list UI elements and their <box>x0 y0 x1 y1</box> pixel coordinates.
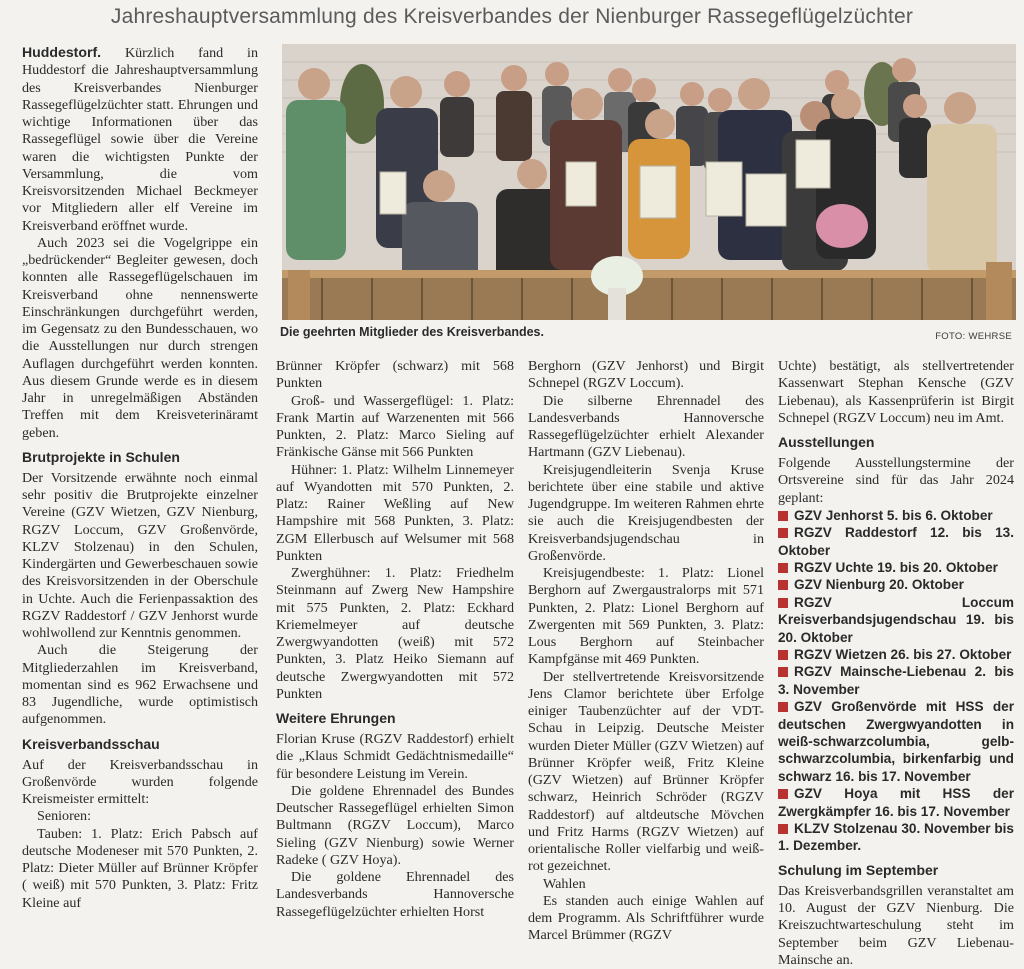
subheading-kreisverbandsschau: Kreisverbandsschau <box>22 735 160 752</box>
exhibition-item <box>778 559 1014 576</box>
exhibition-item <box>778 663 1014 698</box>
paragraph: Uchte) bestätigt, als stellvertretender Kassenwart Stephan Kensche (GZV Liebenau), als Kassenprüferin ist Birgit Schnepel (RGZV Loccum) neu im Amt. <box>778 358 1014 426</box>
exhibition-text: RGZV Raddestorf 12. bis 13. Oktober <box>778 525 1014 558</box>
photo-credit: FOTO: WEHRSE <box>935 331 1012 342</box>
exhibition-text: KLZV Stolzenau 30. November bis 1. Dezember. <box>778 821 1014 854</box>
exhibition-text: RGZV Uchte 19. bis 20. Oktober <box>794 559 998 575</box>
exhibition-item <box>778 524 1014 559</box>
exhibition-text: GZV Großenvörde mit HSS der deutschen Zwergwyandotten in weiß-schwarzcolumbia, gelb-schwarzcolumbia, birkenfarbig und schwarz 16. bis 17. November <box>778 699 1014 784</box>
subheading-ausstellungen: Ausstellungen <box>778 434 875 450</box>
paragraph: Senioren: <box>37 808 92 825</box>
paragraph: Folgende Ausstellungstermine der Ortsvereine sind für das Jahr 2024 geplant: <box>778 455 1014 506</box>
subheading-schulung: Schulung im September <box>778 861 939 878</box>
square-bullet-icon <box>778 702 788 712</box>
exhibition-text: RGZV Loccum Kreisverbandsjugendschau 19. bis 20. Oktober <box>778 594 1014 645</box>
paragraph: Kreisjugendbeste: 1. Platz: Lionel Berghorn auf Zwergaustralorps mit 571 Punkten, 2. Platz: Lionel Berghorn auf Zwergenten mit 569 Punkten, 3. Platz: Lous Berghorn auf Steinbacher Kampfgänse mit 469 Punkten. <box>528 565 764 668</box>
exhibition-item <box>778 507 1014 524</box>
paragraph: Auch 2023 sei die Vogelgrippe ein „bedrückender“ Begleiter gewesen, doch konnten alle Rassegeflügelschauen im Kreisverband ohne nennenswerte Einschränkungen durchgeführt werden, im Gegensatz zu den Bundesschauen, wo die Ausstellungen nur durch strengen Auflagen durchgeführt werden konnten. Aus diesem Grunde werde es in diesem Jahr in unregelmäßigen Abständen Treffen mit dem Kreisveterinäramt geben. <box>22 234 258 441</box>
paragraph: Der stellvertretende Kreisvorsitzende Jens Clamor berichtete über Erfolge einiger Taubenzüchter auf der VDT-Schau in Leipzig. Deutsche Meister wurden Dieter Müller (GZV Wietzen) auf Brünner Kröpfer weiß, Fritz Kleine (GZV Wietzen) auf Brünner Kröpfer schwarz, Heinrich Schröder (RGZV Raddestorf) auf altdeutsche Mövchen und Fritz Harms (RGZV Wietzen) auf orientalische Roller vielfarbig und weiß-rot gezeichnet. <box>528 668 764 875</box>
exhibition-text: RGZV Mainsche-Liebenau 2. bis 3. November <box>778 664 1014 697</box>
exhibition-list <box>778 507 1014 855</box>
paragraph: Die silberne Ehrennadel des Landesverbands Hannoversche Rassegeflügelzüchter erhielt Alexander Hartmann (GZV Liebenau). <box>528 392 764 461</box>
article-column-1 <box>22 44 258 949</box>
paragraph: Florian Kruse (RGZV Raddestorf) erhielt die „Klaus Schmidt Gedächtnismedaille“ für besondere Leistung im Verein. <box>276 731 514 782</box>
exhibition-item <box>778 785 1014 820</box>
exhibition-item <box>778 576 1014 593</box>
article-column-2 <box>276 358 514 949</box>
paragraph: Wahlen <box>543 875 586 892</box>
square-bullet-icon <box>778 598 788 608</box>
square-bullet-icon <box>778 528 788 538</box>
subheading-weitere-ehrungen: Weitere Ehrungen <box>276 710 396 726</box>
exhibition-text: GZV Jenhorst 5. bis 6. Oktober <box>794 507 993 523</box>
paragraph: Berghorn (GZV Jenhorst) und Birgit Schnepel (RGZV Loccum). <box>528 358 764 392</box>
square-bullet-icon <box>778 667 788 677</box>
square-bullet-icon <box>778 650 788 660</box>
paragraph: Hühner: 1. Platz: Wilhelm Linnemeyer auf Wyandotten mit 570 Punkten, 2. Platz: Rainer Weßling auf New Hampshire mit 568 Punkten, 3. Platz: ZGM Ellerbusch auf Welsumer mit 568 Punkten <box>276 461 514 564</box>
exhibition-item <box>778 594 1014 646</box>
square-bullet-icon <box>778 563 788 573</box>
exhibition-item <box>778 698 1014 785</box>
square-bullet-icon <box>778 824 788 834</box>
lead-text: Kürzlich fand in Huddestorf die Jahreshauptversammlung des Kreisverbandes Nienburger Rassegeflügelzüchter statt. Ehrungen und wichtige Informationen über das Rassegeflügel sowie über die Vereine waren die wichtigsten Punkte der Versammlung, die vom Kreisvorsitzenden Michael Beckmeyer vor Mitgliedern aller elf Vereine im Kreisverband eröffnet wurde. <box>22 45 258 234</box>
lead-paragraph <box>22 44 258 235</box>
paragraph: Brünner Kröpfer (schwarz) mit 568 Punkten <box>276 358 514 392</box>
group-photo-image <box>282 44 1016 320</box>
photo-caption: Die geehrten Mitglieder des Kreisverbandes. <box>280 325 544 339</box>
paragraph: Der Vorsitzende erwähnte noch einmal sehr positiv die Brutprojekte einzelner Vereine (GZV Wietzen, GZV Nienburg, RGZV Loccum, GZV Großenvörde, KLZV Stolzenau) in den Schulen, Kindergärten und Gewerbeschauen sowie des Kreisvorsitzenden in der Oberschule in Uchte. Auch die Ferienpassaktion des RGZV Raddestorf / GZV Jenhorst wurde wohlwollend zur Kenntnis genommen. <box>22 469 258 641</box>
paragraph: Die goldene Ehrennadel des Landesverbands Hannoversche Rassegeflügelzüchter erhielten Horst <box>276 869 514 920</box>
paragraph: Auch die Steigerung der Mitgliederzahlen im Kreisverband, momentan sind es 962 Erwachsene und 83 Jugendliche, wurde optimistisch aufgenommen. <box>22 642 258 728</box>
article-column-3 <box>528 358 764 949</box>
paragraph: Groß- und Wassergeflügel: 1. Platz: Frank Martin auf Warzenenten mit 566 Punkten, 2. Platz: Marco Sieling auf Fränkische Gänse mit 566 Punkten <box>276 392 514 461</box>
subheading-brutprojekte: Brutprojekte in Schulen <box>22 448 180 465</box>
exhibition-text: GZV Hoya mit HSS der Zwergkämpfer 16. bis 17. November <box>778 786 1014 819</box>
paragraph: Tauben: 1. Platz: Erich Pabsch auf deutsche Modeneser mit 570 Punkten, 2. Platz: Dieter Müller auf Brünner Kröpfer ( weiß) mit 570 Punkten, 3. Platz: Fritz Kleine auf <box>22 825 258 911</box>
exhibition-text: RGZV Wietzen 26. bis 27. Oktober <box>794 647 1012 662</box>
article-headline: Jahreshauptversammlung des Kreisverbandes der Nienburger Rassegeflügelzüchter <box>110 5 914 28</box>
square-bullet-icon <box>778 580 788 590</box>
exhibition-item <box>778 820 1014 855</box>
paragraph: Zwerghühner: 1. Platz: Friedhelm Steinmann auf Zwerg New Hampshire mit 575 Punkten, 2. Platz: Eckhard Kriemelmeyer auf deutsche Zwergwyandotten (weiß) mit 572 Punkten, 3. Platz Heiko Siemann auf deutsche Zwergwyandotten mit 572 Punkten <box>276 565 514 702</box>
group-photo <box>282 44 1016 320</box>
article-column-4 <box>778 358 1014 968</box>
paragraph: Auf der Kreisverbandsschau in Großenvörde wurden folgende Kreismeister ermittelt: <box>22 756 258 807</box>
paragraph: Kreisjugendleiterin Svenja Kruse berichtete über eine stabile und aktive Jugendgruppe. Im weiteren Rahmen ehrte sie auch die Kreisjugendbesten der Kreisverbandsjugendschau in Großenvörde. <box>528 461 764 564</box>
paragraph: Das Kreisverbandsgrillen veranstaltet am 10. August der GZV Nienburg. Die Kreiszuchtwarteschulung steht im September beim GZV Liebenau-Mainsche an. <box>778 882 1014 968</box>
exhibition-item <box>778 646 1014 663</box>
square-bullet-icon <box>778 789 788 799</box>
paragraph: Die goldene Ehrennadel des Bundes Deutscher Rassegeflügel erhielten Simon Bultmann (RGZV Loccum), Marco Sieling (GZV Nienburg) sowie Werner Radeke ( GZV Hoya). <box>276 782 514 868</box>
dateline: Huddestorf. <box>22 44 102 60</box>
square-bullet-icon <box>778 511 788 521</box>
paragraph: Es standen auch einige Wahlen auf dem Programm. Als Schriftführer wurde Marcel Brümmer (RGZV <box>528 892 764 944</box>
exhibition-text: GZV Nienburg 20. Oktober <box>794 577 964 593</box>
